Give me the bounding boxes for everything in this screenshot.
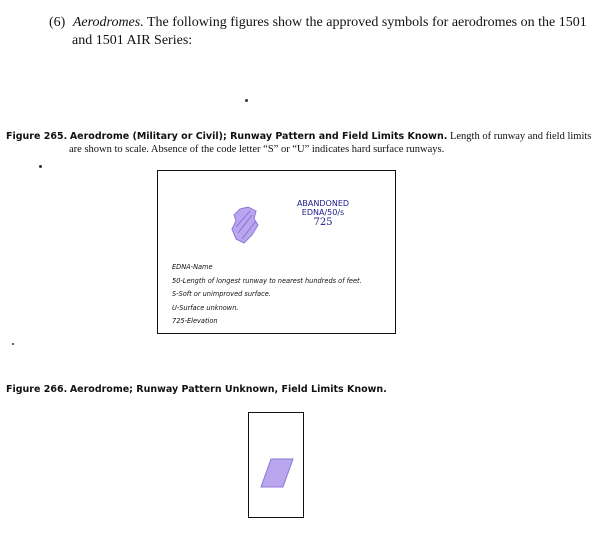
legend-item: S-Soft or unimproved surface. [172, 290, 271, 298]
aerodrome-runway-unknown-symbol [257, 457, 297, 489]
aerodrome-field-limits-symbol [230, 205, 260, 245]
figure-266-caption [6, 383, 596, 396]
figure-265-caption [6, 130, 596, 156]
aerodrome-label [268, 199, 378, 229]
figure-title: Aerodrome (Military or Civil); Runway Pattern and Field Limits Known. [69, 131, 448, 142]
figure-title: Aerodrome; Runway Pattern Unknown, Field Limits Known. [69, 384, 387, 395]
figure-266-symbol-box [248, 412, 304, 518]
legend-item: 50-Length of longest runway to nearest hundreds of feet. [172, 276, 362, 285]
aerodrome-status: ABANDONED [296, 199, 350, 208]
figure-label: Figure 265. [6, 131, 68, 142]
legend-item: 725-Elevation [172, 317, 218, 325]
stray-mark [39, 165, 42, 168]
intro-line-2: and 1501 AIR Series: [72, 33, 193, 48]
figure-265-symbol-box [157, 170, 396, 334]
figure-label: Figure 266. [6, 384, 68, 395]
intro-line-1-text: The following figures show the approved symbols for aerodromes on the 1501 [146, 15, 587, 30]
figure-description: Length of runway and field limits [449, 131, 592, 142]
paragraph-number: (6) [49, 15, 66, 30]
paragraph-term: Aerodromes. [72, 15, 144, 30]
legend-item: EDNA-Name [172, 263, 213, 271]
legend-item: U-Surface unknown. [172, 303, 239, 312]
intro-line-1 [49, 14, 589, 32]
aerodrome-elevation: 725 [313, 217, 333, 228]
intro-paragraph [49, 14, 589, 50]
stray-mark [12, 343, 14, 345]
stray-mark [245, 99, 248, 102]
figure-description-cont: are shown to scale. Absence of the code letter “S” or “U” indicates hard surface runways. [69, 144, 445, 155]
symbol-legend [172, 261, 362, 329]
aerodrome-code: EDNA/50/s [301, 208, 345, 217]
